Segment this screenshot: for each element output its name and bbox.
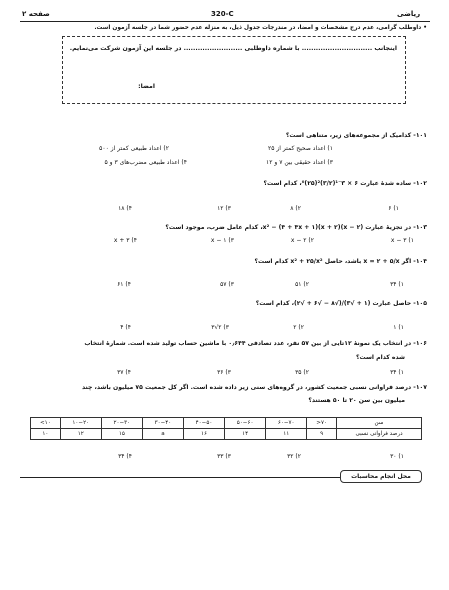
- option: ۲) ۲: [293, 324, 304, 331]
- table-row-age: [31, 418, 422, 429]
- question-text: اگر x = ۲ + ۵/x باشد، حاصل x² + ۲۵/x² کدام است؟: [254, 258, 412, 265]
- table-cell: <۱۰: [31, 418, 61, 429]
- option: ۴) اعداد طبیعی مضرب‌های ۳ و ۵: [104, 159, 187, 166]
- question-106: [84, 340, 427, 347]
- row-header: درصد فراوانی نسبی: [337, 429, 422, 440]
- option: ۲) ۸: [290, 205, 301, 212]
- question-number: ۱۰۳-: [413, 224, 427, 231]
- frequency-table: [30, 417, 422, 440]
- subject: ریاضی: [397, 10, 421, 18]
- option: ۱) ۳۴: [390, 281, 404, 288]
- option: ۳) x − ۱: [210, 237, 234, 244]
- table-cell: ۹: [307, 429, 337, 440]
- option: ۴) ۴: [120, 324, 131, 331]
- option: ۳) ۱۲: [217, 205, 231, 212]
- table-cell: ۱۴: [225, 429, 266, 440]
- calc-rule: [20, 477, 340, 478]
- question-number: ۱۰۶-: [413, 340, 427, 347]
- option: ۲) اعداد طبیعی کمتر از ۵۰۰: [99, 145, 169, 152]
- exam-code: 320-C: [211, 10, 234, 18]
- table-cell: ۲۰−۳۰: [101, 418, 142, 429]
- question-104: [254, 258, 427, 265]
- question-text: درصد فراوانی نسبی جمعیت کشور، در گروه‌های سنی زیر داده شده است. اگر کل جمعیت ۷۵ میلیون باشد، چند: [81, 384, 412, 391]
- option: ۲) ۳۵: [295, 369, 309, 376]
- declaration-line: اینجانب .............................. با شماره داوطلبی ......................... در جلسه این آزمون شرکت می‌نمایم.: [69, 45, 397, 52]
- option: ۴) ۳۷: [117, 369, 131, 376]
- question-text: کدامیک از مجموعه‌های زیر، متناهی است؟: [285, 132, 412, 139]
- question-text-cont: میلیون بین سن ۲۰ تا ۵۰ هستند؟: [308, 397, 405, 404]
- question-105: [256, 300, 427, 307]
- notice: • داوطلب گرامی، عدم درج مشخصات و امضا، در مندرجات جدول ذیل، به منزله عدم حضور شما در جلسه آزمون است.: [94, 25, 427, 31]
- table-cell: ۳۰−۴۰: [142, 418, 183, 429]
- question-number: ۱۰۱-: [413, 132, 427, 139]
- question-107: [82, 384, 427, 391]
- option: ۱) ۳۴: [390, 369, 404, 376]
- option: ۳) اعداد حقیقی بین ۷ و ۱۲: [266, 159, 333, 166]
- table-cell: ۱۶: [183, 429, 224, 440]
- option: ۳) ۵۷: [220, 281, 234, 288]
- option: ۴) ۳۴: [118, 453, 132, 460]
- option: ۳) ۲√۳: [211, 324, 229, 331]
- question-101: [286, 132, 427, 139]
- question-text: حاصل عبارت (۱ + √۳)/(√۸ − √۶ + √۲)، کدام است؟: [255, 300, 412, 307]
- option: ۱) اعداد صحیح کمتر از ۲۵: [268, 145, 333, 152]
- option: ۴) x + ۳: [113, 237, 137, 244]
- signature-label: امضا:: [138, 83, 155, 90]
- table-cell: ۱۱: [266, 429, 307, 440]
- question-text-cont: شده کدام است؟: [355, 354, 405, 361]
- option: ۳) ۳۶: [217, 369, 231, 376]
- question-103: [165, 224, 427, 231]
- declaration-box: [62, 36, 406, 104]
- option: ۲) x − ۲: [290, 237, 314, 244]
- option: ۴) ۶۱: [117, 281, 131, 288]
- option: ۱) ۳۰: [390, 453, 404, 460]
- option: ۲) ۵۱: [295, 281, 309, 288]
- option: ۳) ۳۳: [217, 453, 231, 460]
- question-102: [263, 180, 427, 187]
- header-rule: [20, 21, 430, 22]
- question-number: ۱۰۴-: [413, 258, 427, 265]
- question-number: ۱۰۲-: [413, 180, 427, 187]
- table-cell: ۴۰−۵۰: [183, 418, 224, 429]
- question-number: ۱۰۷-: [413, 384, 427, 391]
- option: ۲) ۳۲: [287, 453, 301, 460]
- row-header: سن: [337, 418, 422, 429]
- table-cell: ۵۰−۶۰: [225, 418, 266, 429]
- option: ۱) ۶: [388, 205, 399, 212]
- question-text: ساده شدهٔ عبارت ۶ × ۳⁻¹(۳/۲)²(۲۵)⁰، کدام است؟: [263, 180, 412, 187]
- calc-area-label: محل انجام محاسبات: [340, 470, 422, 483]
- table-cell: ۱۰: [31, 429, 61, 440]
- question-text: در تجزیهٔ عبارت (x − ۲)(x + ۲)x² − (۴ + ۴x + ۱)، کدام عامل ضرب، موجود است؟: [165, 224, 412, 231]
- page-label: صفحه ۲: [22, 10, 50, 18]
- table-cell: ۶۰−۷۰: [266, 418, 307, 429]
- table-cell: a: [142, 429, 183, 440]
- option: ۱) x − ۳: [390, 237, 414, 244]
- table-cell: ۱۲: [60, 429, 101, 440]
- table-row-pct: [31, 429, 422, 440]
- table-cell: >۷۰: [307, 418, 337, 429]
- table-cell: ۱۰−۲۰: [60, 418, 101, 429]
- question-text: در انتخاب یک نمونهٔ ۱۲تایی از بین ۵۷ نفر، عدد تصادفی ۰٫۶۴۴ با ماشین حساب تولید شده است. شمارهٔ انتخاب: [84, 340, 412, 347]
- option: ۴) ۱۸: [118, 205, 132, 212]
- table-cell: ۱۵: [101, 429, 142, 440]
- question-number: ۱۰۵-: [413, 300, 427, 307]
- option: ۱) ۱: [393, 324, 404, 331]
